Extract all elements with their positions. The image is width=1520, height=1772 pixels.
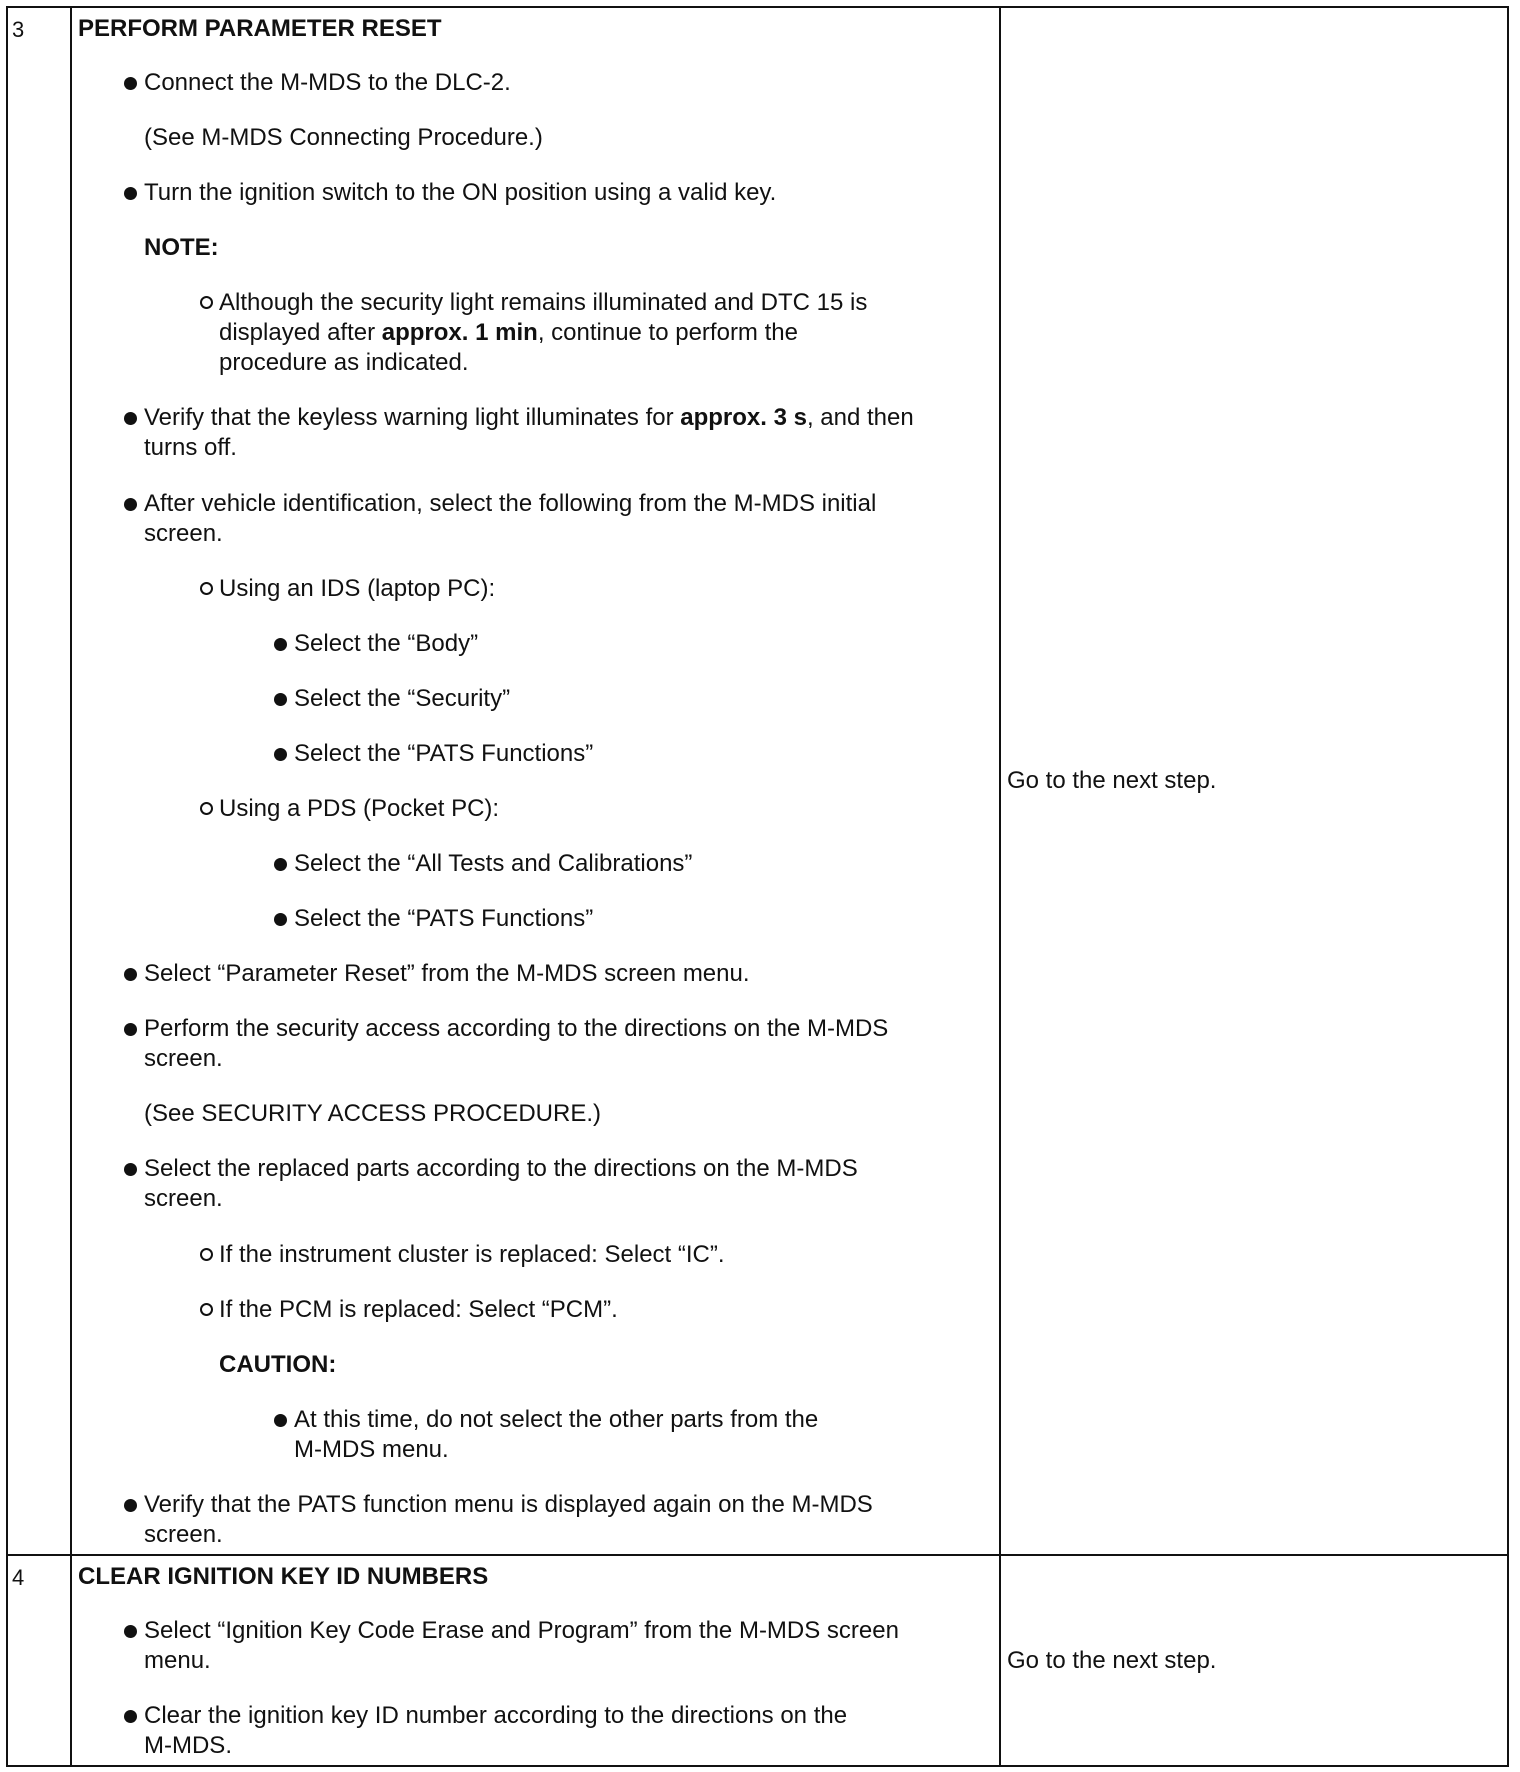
instruction-text: menu. (144, 1647, 211, 1674)
sub-instruction-text: Using a PDS (Pocket PC): (219, 795, 500, 822)
bullet-icon (124, 1499, 137, 1512)
bullet-icon (124, 187, 137, 200)
sub-instruction-text: Using an IDS (laptop PC): (219, 575, 496, 602)
instruction-text: Turn the ignition switch to the ON position using a valid key. (144, 179, 777, 206)
step-title: CLEAR IGNITION KEY ID NUMBERS (78, 1563, 489, 1590)
instruction-text: Connect the M-MDS to the DLC-2. (144, 69, 511, 96)
bullet-icon (124, 968, 137, 981)
step-action-cell (71, 7, 1000, 1555)
bullet-icon (124, 1023, 137, 1036)
instruction-text: M-MDS. (144, 1732, 232, 1759)
circle-bullet-icon (200, 582, 213, 595)
instruction-text: Select “Ignition Key Code Erase and Program” from the M-MDS screen (144, 1617, 899, 1644)
menu-selection-text: Select the “PATS Functions” (294, 905, 594, 932)
instruction-text: turns off. (144, 434, 237, 461)
note-text: procedure as indicated. (219, 349, 469, 376)
instruction-text: Clear the ignition key ID number according to the directions on the (144, 1702, 848, 1729)
instruction-text: screen. (144, 1185, 223, 1212)
bullet-icon (124, 77, 137, 90)
step-action-cell (71, 1555, 1000, 1766)
instruction-text: screen. (144, 1521, 223, 1548)
caution-text: At this time, do not select the other parts from the (294, 1406, 819, 1433)
bullet-icon (124, 498, 137, 511)
bullet-icon (274, 693, 287, 706)
reference-text: (See SECURITY ACCESS PROCEDURE.) (144, 1100, 601, 1127)
menu-selection-text: Select the “Security” (294, 685, 511, 712)
instruction-text: screen. (144, 1045, 223, 1072)
note-text: displayed after approx. 1 min, continue to perform the (219, 319, 798, 346)
note-text: Although the security light remains illuminated and DTC 15 is (219, 289, 868, 316)
instruction-text: Verify that the keyless warning light illuminates for approx. 3 s, and then (144, 404, 914, 431)
bullet-icon (274, 1414, 287, 1427)
bullet-icon (274, 748, 287, 761)
step-row-3 (7, 7, 1508, 1555)
caution-text: M-MDS menu. (294, 1436, 449, 1463)
bullet-icon (124, 412, 137, 425)
sub-instruction-text: If the instrument cluster is replaced: Select “IC”. (219, 1241, 725, 1268)
bullet-icon (274, 913, 287, 926)
circle-bullet-icon (200, 1248, 213, 1261)
instruction-text: Select “Parameter Reset” from the M-MDS screen menu. (144, 960, 750, 987)
bullet-icon (124, 1710, 137, 1723)
menu-selection-text: Select the “PATS Functions” (294, 740, 594, 767)
instruction-text: screen. (144, 520, 223, 547)
circle-bullet-icon (200, 802, 213, 815)
bullet-icon (124, 1163, 137, 1176)
step-title: PERFORM PARAMETER RESET (78, 15, 442, 42)
step-result: Go to the next step. (1000, 1555, 1508, 1766)
circle-bullet-icon (200, 296, 213, 309)
instruction-text: After vehicle identification, select the following from the M-MDS initial (144, 490, 877, 517)
step-number: 4 (7, 1555, 71, 1766)
bullet-icon (274, 858, 287, 871)
sub-instruction-text: If the PCM is replaced: Select “PCM”. (219, 1296, 618, 1323)
bullet-icon (124, 1625, 137, 1638)
menu-selection-text: Select the “All Tests and Calibrations” (294, 850, 693, 877)
instruction-text: Perform the security access according to the directions on the M-MDS (144, 1015, 889, 1042)
note-heading: NOTE: (144, 234, 219, 261)
menu-selection-text: Select the “Body” (294, 630, 479, 657)
circle-bullet-icon (200, 1303, 213, 1316)
reference-text: (See M-MDS Connecting Procedure.) (144, 124, 543, 151)
instruction-text: Select the replaced parts according to the directions on the M-MDS (144, 1155, 858, 1182)
procedure-table (6, 6, 1509, 1767)
step-number: 3 (7, 7, 71, 1555)
step-row-4 (7, 1555, 1508, 1766)
bullet-icon (274, 638, 287, 651)
caution-heading: CAUTION: (219, 1351, 337, 1378)
step-result: Go to the next step. (1000, 7, 1508, 1555)
instruction-text: Verify that the PATS function menu is displayed again on the M-MDS (144, 1491, 873, 1518)
